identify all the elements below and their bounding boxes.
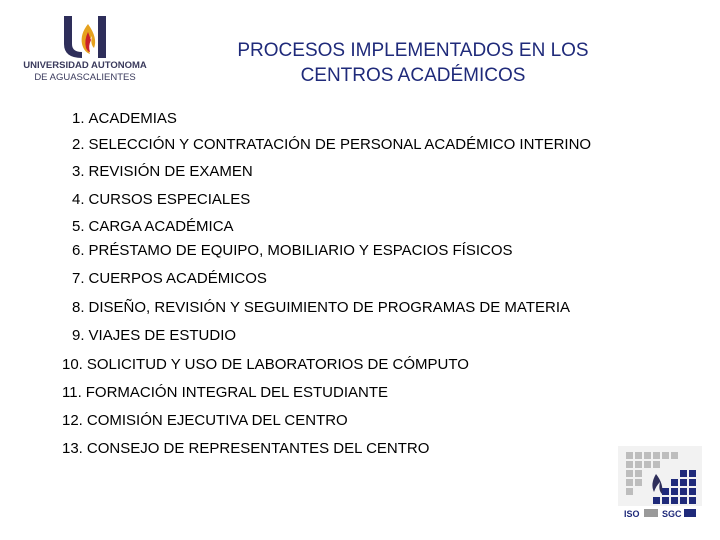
process-label: SELECCIÓN Y CONTRATACIÓN DE PERSONAL ACADÉMICO INTERINO — [88, 136, 592, 153]
process-label: COMISIÓN EJECUTIVA DEL CENTRO — [86, 412, 348, 429]
process-item — [72, 327, 236, 344]
process-label: CURSOS ESPECIALES — [88, 191, 251, 208]
process-number: 3. — [72, 163, 85, 180]
process-item — [72, 191, 250, 208]
process-item — [72, 136, 591, 153]
process-label: CONSEJO DE REPRESENTANTES DEL CENTRO — [86, 440, 430, 457]
process-label: FORMACIÓN INTEGRAL DEL ESTUDIANTE — [85, 384, 389, 401]
slide-title-line1: PROCESOS IMPLEMENTADOS EN LOS — [237, 40, 589, 61]
slide-title-line2: CENTROS ACADÉMICOS — [300, 65, 526, 86]
process-label: ACADEMIAS — [88, 110, 177, 127]
process-number: 9. — [72, 327, 85, 344]
process-item — [72, 218, 234, 235]
process-number: 7. — [72, 270, 85, 287]
process-item — [72, 299, 570, 316]
process-number: 1. — [72, 110, 85, 127]
process-item — [62, 440, 429, 457]
process-item — [62, 384, 388, 401]
process-label: SOLICITUD Y USO DE LABORATORIOS DE CÓMPUTO — [86, 356, 469, 373]
process-number: 2. — [72, 136, 85, 153]
process-item — [72, 163, 253, 180]
process-label: PRÉSTAMO DE EQUIPO, MOBILIARIO Y ESPACIOS FÍSICOS — [88, 242, 513, 259]
logo-line2: DE AGUASCALIENTES — [34, 72, 136, 83]
process-item — [72, 110, 177, 127]
process-label: CARGA ACADÉMICA — [88, 218, 234, 235]
process-number: 5. — [72, 218, 85, 235]
process-number: 13. — [62, 440, 83, 457]
process-item — [62, 356, 469, 373]
process-number: 12. — [62, 412, 83, 429]
iso-text: ISO — [624, 509, 640, 519]
iso-sgc-text: SGC — [662, 509, 682, 519]
process-label: DISEÑO, REVISIÓN Y SEGUIMIENTO DE PROGRAMAS DE MATERIA — [88, 299, 570, 316]
process-number: 11. — [62, 384, 82, 401]
iso-certification-badge-icon — [618, 446, 702, 520]
process-number: 4. — [72, 191, 85, 208]
process-item — [72, 242, 513, 259]
process-number: 6. — [72, 242, 85, 259]
process-label: VIAJES DE ESTUDIO — [88, 327, 237, 344]
process-label: REVISIÓN DE EXAMEN — [88, 163, 253, 180]
process-label: CUERPOS ACADÉMICOS — [88, 270, 267, 287]
process-number: 10. — [62, 356, 83, 373]
process-number: 8. — [72, 299, 85, 316]
process-item — [72, 270, 267, 287]
logo-line1: UNIVERSIDAD AUTONOMA — [23, 60, 147, 71]
process-item — [62, 412, 348, 429]
